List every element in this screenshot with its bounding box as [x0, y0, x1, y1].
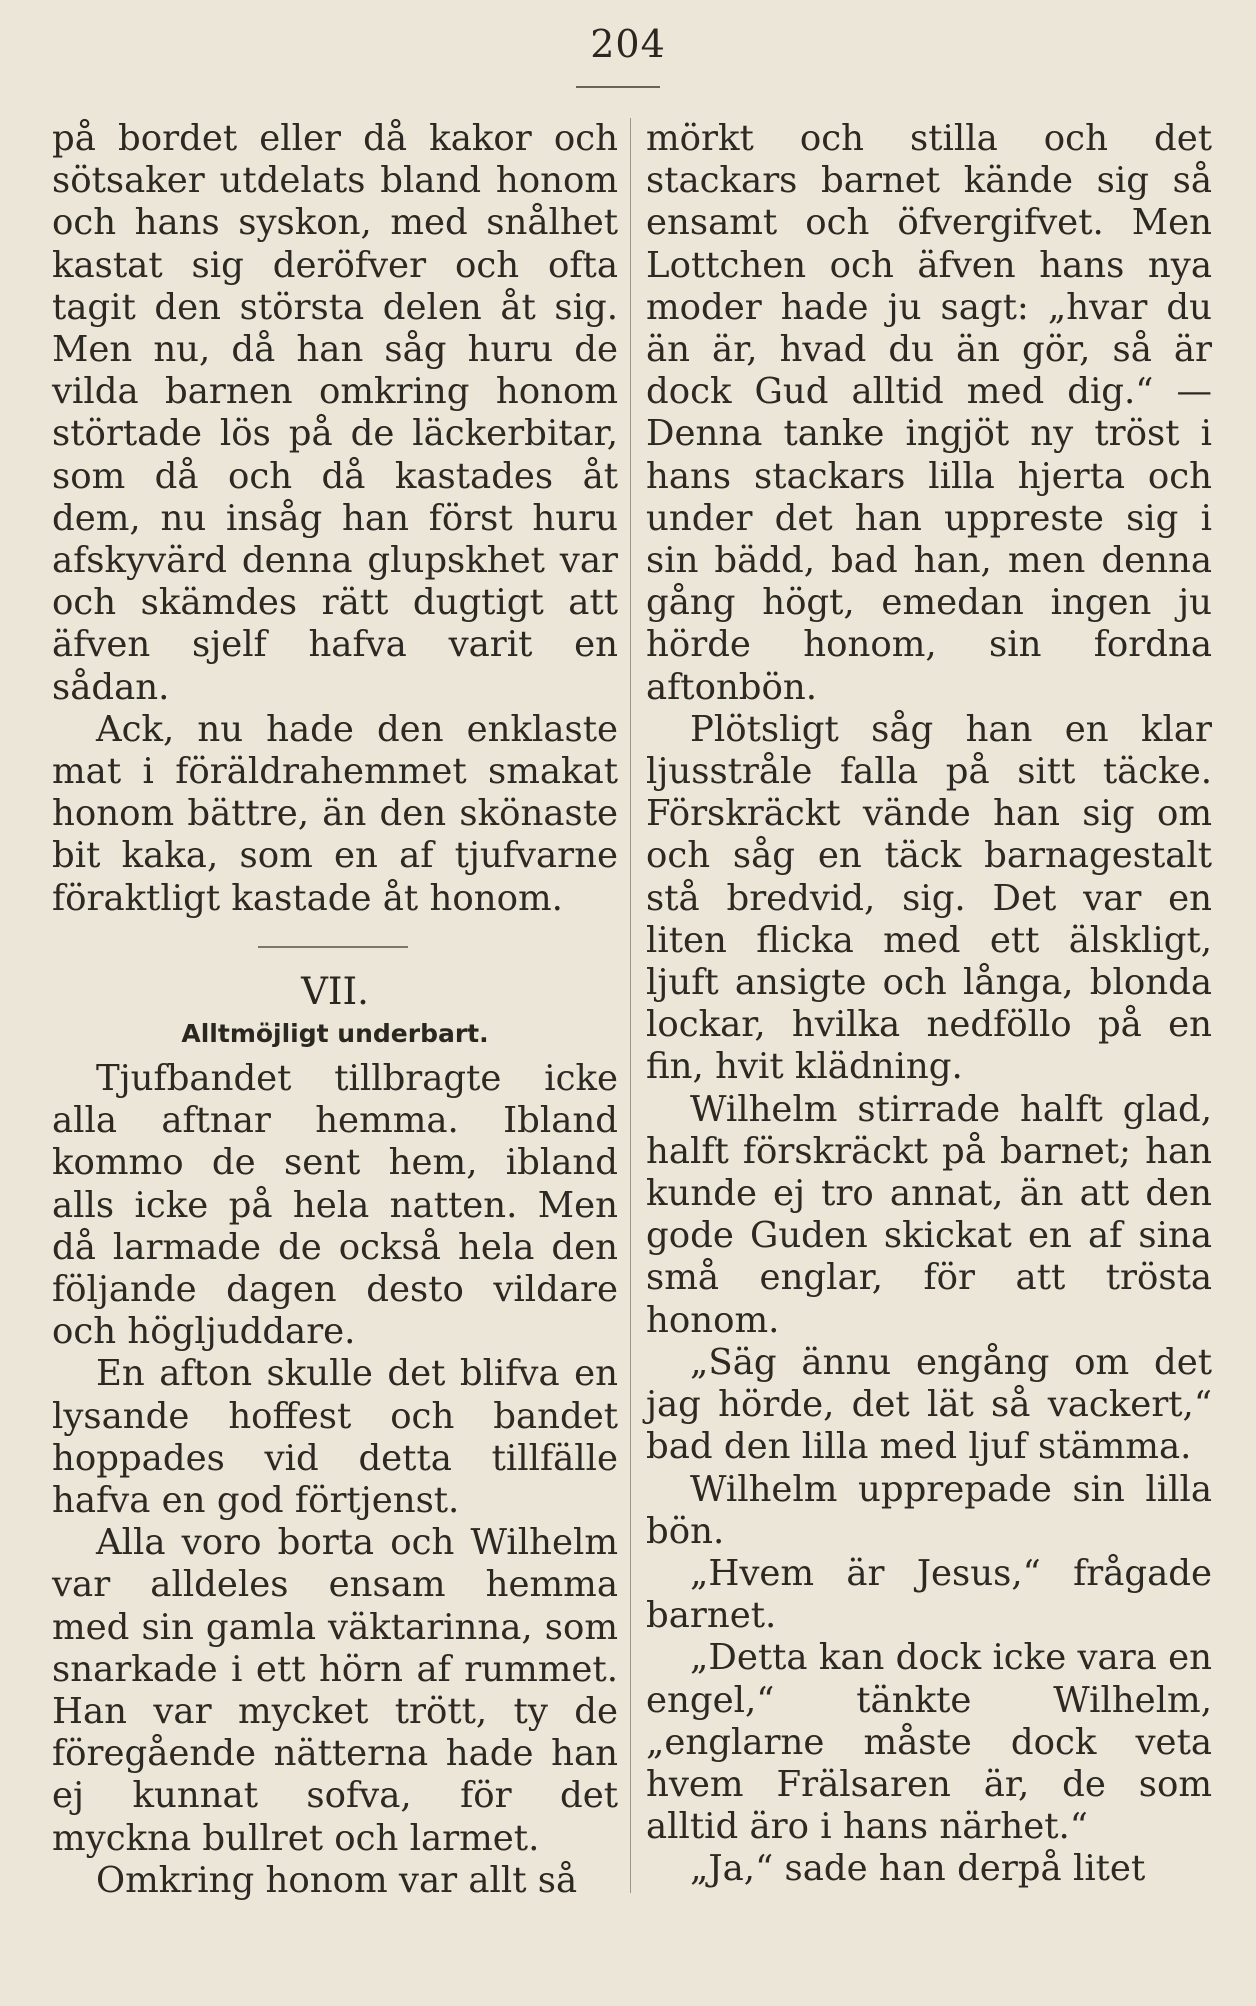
- paragraph: Ack, nu hade den enklaste mat i föräldrahemmet smakat honom bättre, än den skönaste bit kaka, som en af tjufvarne föraktligt kastade åt honom.: [52, 708, 618, 919]
- paragraph: Omkring honom var allt så: [96, 1859, 578, 1901]
- left-column-top: [52, 118, 618, 920]
- paragraph: Wilhelm stirrade halft glad, halft förskräckt på barnet; han kunde ej tro annat, än att den gode Guden skickat en af sina små englar, för att trösta honom.: [646, 1088, 1212, 1341]
- paragraph: En afton skulle det blifva en lysande hoffest och bandet hoppades vid detta tillfälle hafva en god förtjenst.: [52, 1353, 618, 1522]
- paragraph: „Hvem är Jesus,“ frågade barnet.: [646, 1552, 1212, 1637]
- paragraph: „Ja,“ sade han derpå litet: [690, 1848, 1146, 1890]
- paragraph: Plötsligt såg han en klar ljusstråle falla på sitt täcke. Förskräckt vände han sig om och såg en täck barnagestalt stå bredvid, sig. Det var en liten flicka med ett älskligt, ljuft ansigte och långa, blonda lockar, hvilka nedföllo på en fin, hvit klädning.: [646, 708, 1212, 1088]
- chapter-title: Alltmöjligt underbart.: [181, 1019, 489, 1048]
- section-divider: [258, 946, 408, 948]
- header-rule: [576, 86, 660, 88]
- paragraph: Tjufbandet tillbragte icke alla aftnar hemma. Ibland kommo de sent hem, ibland alls icke på hela natten. Men då larmade de också hela den följande dagen desto vildare och högljuddare.: [52, 1058, 618, 1353]
- paragraph: Wilhelm upprepade sin lilla bön.: [646, 1468, 1212, 1552]
- right-column: [646, 118, 1212, 1891]
- column-separator: [630, 118, 631, 1893]
- paragraph: Alla voro borta och Wilhelm var alldeles ensam hemma med sin gamla väktarinna, som snarkade i ett hörn af rummet. Han var mycket trött, ty de föregående nätterna hade han ej kunnat sofva, för det myckna bullret och larmet.: [52, 1522, 618, 1859]
- paragraph: på bordet eller då kakor och sötsaker utdelats bland honom och hans syskon, med snålhet kastat sig deröfver och ofta tagit den största delen åt sig. Men nu, då han såg huru de vilda barnen omkring honom störtade lös på de läckerbitar, som då och då kastades åt dem, nu insåg han först huru afskyvärd denna glupskhet var och skämdes rätt dugtigt att äfven sjelf hafva varit en sådan.: [52, 118, 618, 708]
- paragraph: mörkt och stilla och det stackars barnet kände sig så ensamt och öfvergifvet. Men Lottchen och äfven hans nya moder hade ju sagt: „hvar du än är, hvad du än gör, så är dock Gud alltid med dig.“ — Denna tanke ingjöt ny tröst i hans stackars lilla hjerta och under det han uppreste sig i sin bädd, bad han, men denna gång högt, emedan ingen ju hörde honom, sin fordna aftonbön.: [646, 118, 1212, 708]
- page-number: 204: [590, 22, 666, 66]
- left-column-bottom: [52, 1058, 618, 1902]
- paragraph: „Säg ännu engång om det jag hörde, det lät så vackert,“ bad den lilla med ljuf stämma.: [646, 1341, 1212, 1468]
- chapter-number: VII.: [301, 970, 369, 1013]
- paragraph: „Detta kan dock icke vara en engel,“ tänkte Wilhelm, „englarne måste dock veta hvem Frälsaren är, de som alltid äro i hans närhet.“: [646, 1637, 1212, 1848]
